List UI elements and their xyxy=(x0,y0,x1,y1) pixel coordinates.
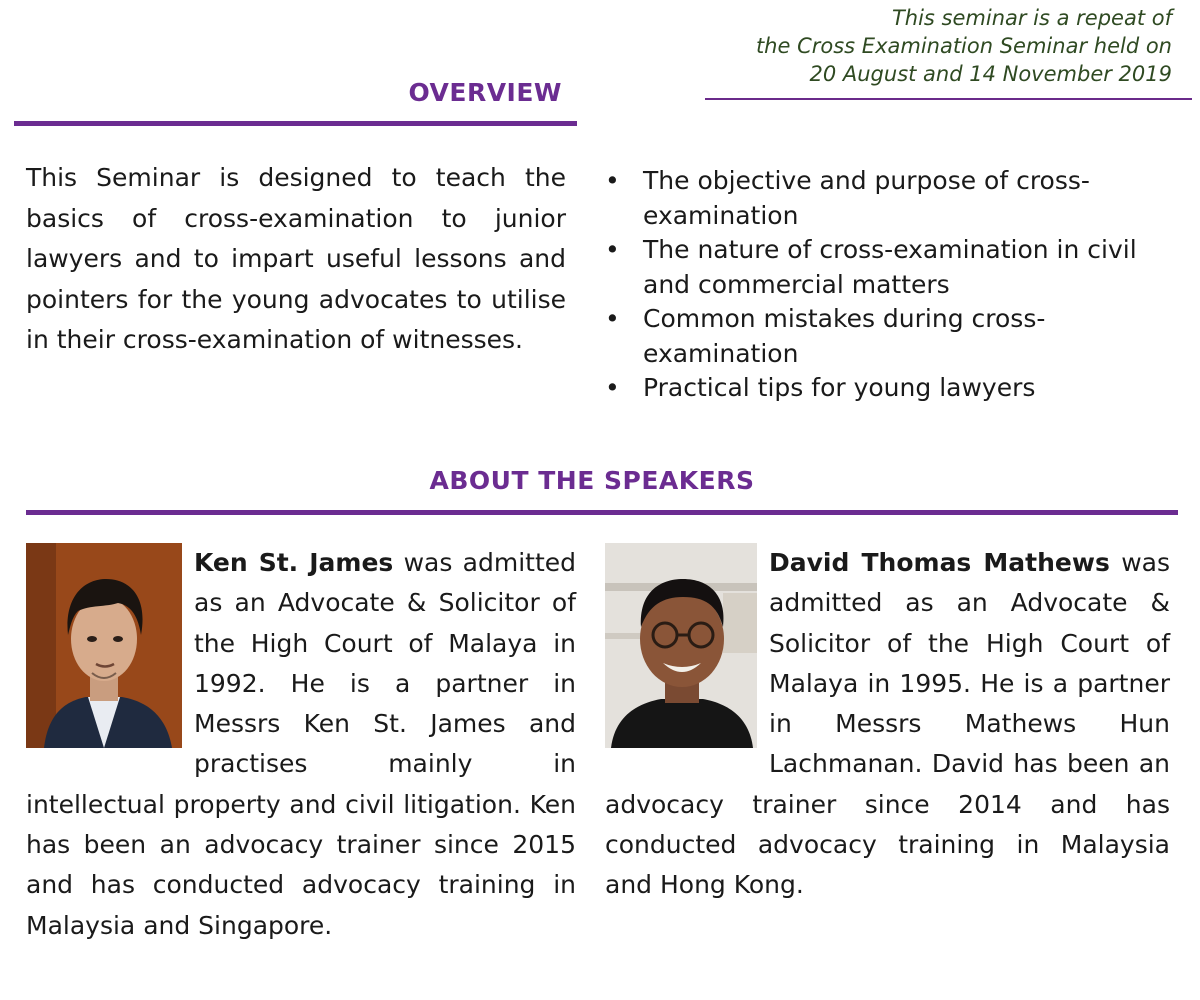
topics-list xyxy=(605,164,1185,406)
overview-description: This Seminar is designed to teach the basics of cross-examination to junior lawyers and to impart useful lessons and pointers for the young advocates to utilise in their cross-examination of witnesses. xyxy=(26,163,566,354)
topic-text: The objective and purpose of cross-examination xyxy=(643,166,1090,230)
speaker-bio-ken xyxy=(26,543,576,946)
topic-text: Common mistakes during cross-examination xyxy=(643,304,1046,368)
topic-item xyxy=(605,302,1185,371)
topic-item xyxy=(605,233,1185,302)
speakers-divider xyxy=(26,510,1178,515)
topic-text: Practical tips for young lawyers xyxy=(643,373,1036,402)
seminar-repeat-note xyxy=(652,4,1172,88)
speaker-bio-david xyxy=(605,543,1170,906)
speaker-name-ken: Ken St. James xyxy=(194,548,394,577)
repeat-note-line-1: This seminar is a repeat of xyxy=(891,6,1172,30)
speaker-photo-ken xyxy=(26,543,182,748)
speaker-bio-text-david: was admitted as an Advocate & Solicitor of the High Court of Malaya in 1995. He is a partner in Messrs Mathews Hun Lachmanan. David has been an advocacy trainer since 2014 and has conducted advocacy training in Malaysia and Hong Kong. xyxy=(605,548,1170,900)
speaker-bio-text-ken: was admitted as an Advocate & Solicitor of the High Court of Malaya in 1992. He is a partner in Messrs Ken St. James and practises mainly in intellectual property and civil litigation. Ken has been an advocacy trainer since 2015 and has conducted advocacy training in Malaysia and Singapore. xyxy=(26,548,577,940)
topic-item xyxy=(605,164,1185,233)
portrait-ken-image xyxy=(26,543,182,748)
bullet-icon: • xyxy=(605,373,620,402)
repeat-note-divider xyxy=(705,98,1192,100)
speaker-photo-david xyxy=(605,543,757,748)
bullet-icon: • xyxy=(605,166,620,195)
repeat-note-line-3: 20 August and 14 November 2019 xyxy=(809,62,1172,86)
topic-item xyxy=(605,371,1185,406)
bullet-icon: • xyxy=(605,304,620,333)
overview-heading: OVERVIEW xyxy=(408,78,562,107)
speakers-heading: ABOUT THE SPEAKERS xyxy=(429,466,755,495)
portrait-david-image xyxy=(605,543,757,748)
overview-divider xyxy=(14,121,577,126)
topic-text: The nature of cross-examination in civil and commercial matters xyxy=(643,235,1137,299)
bullet-icon: • xyxy=(605,235,620,264)
repeat-note-line-2: the Cross Examination Seminar held on xyxy=(755,34,1172,58)
speaker-name-david: David Thomas Mathews xyxy=(769,548,1110,577)
